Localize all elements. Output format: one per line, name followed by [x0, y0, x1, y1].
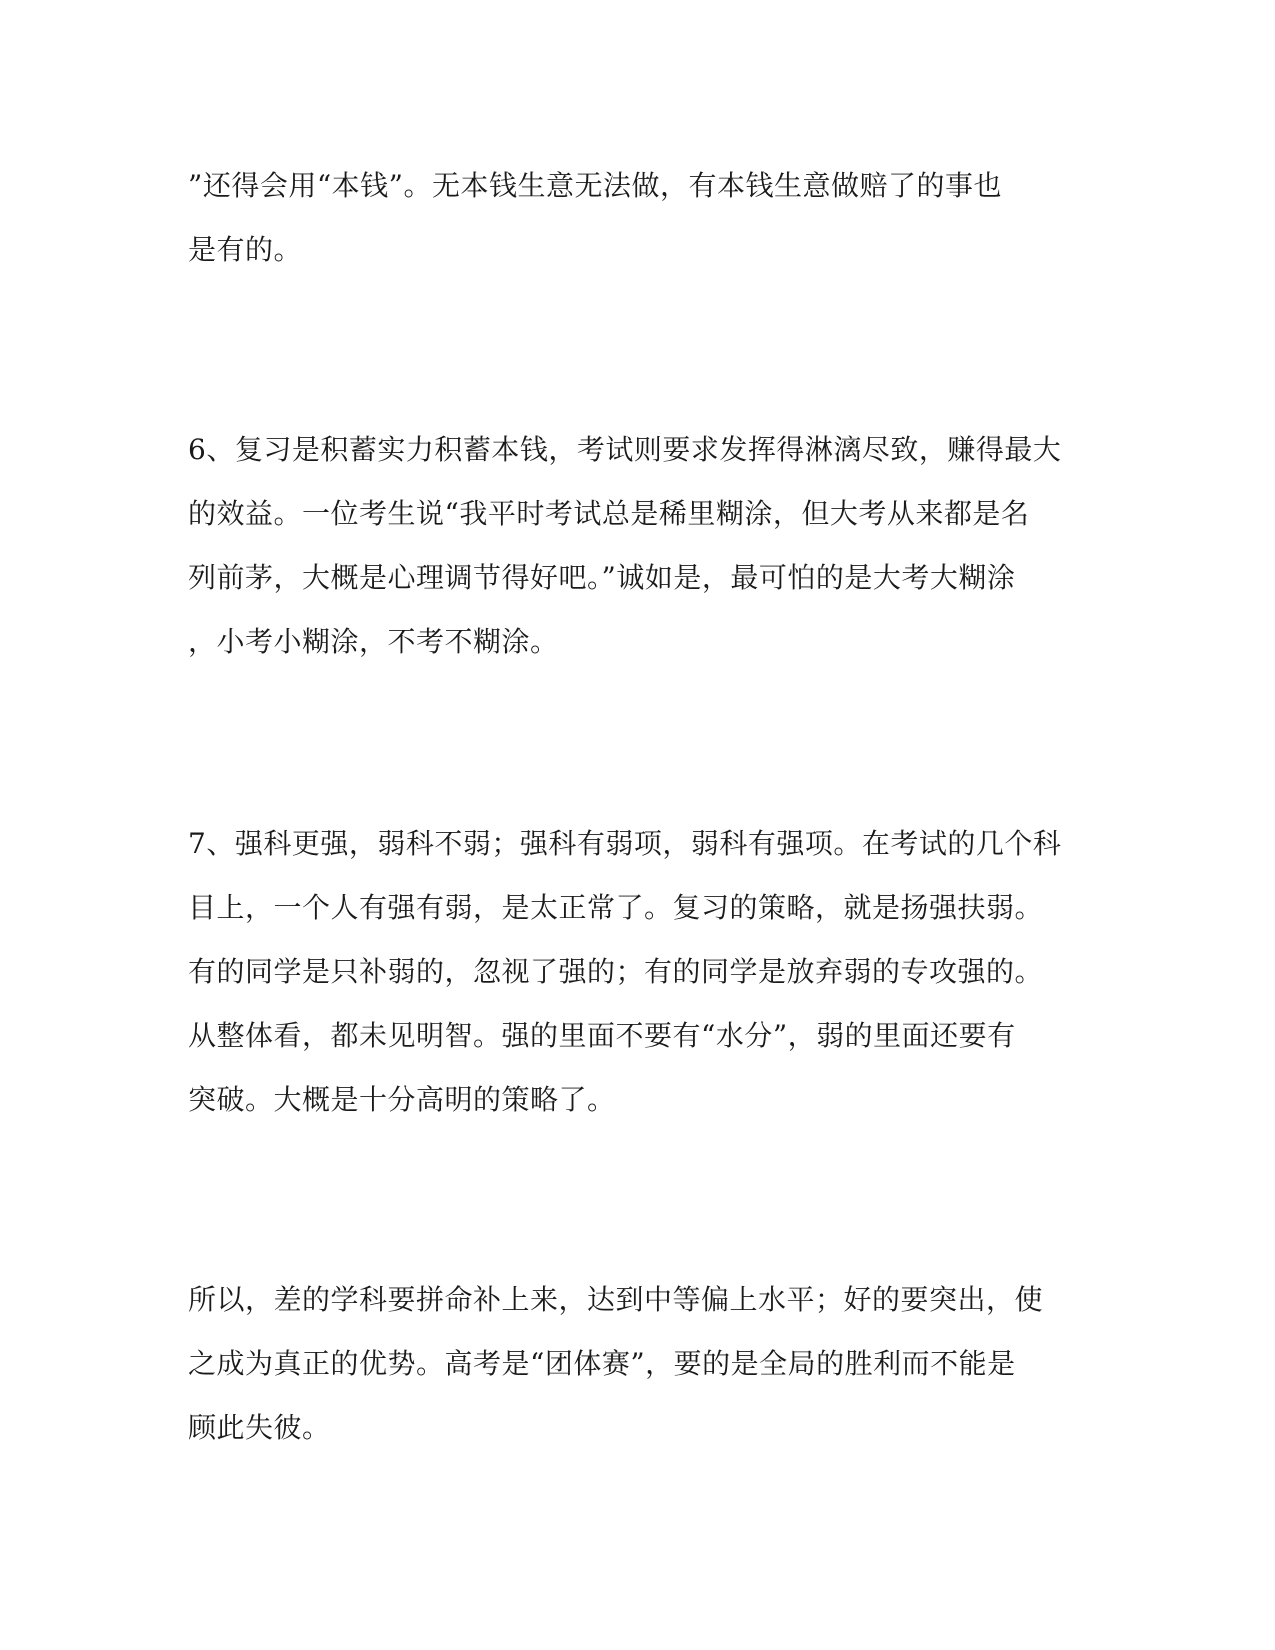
text-line: 是有的。 [188, 233, 303, 266]
paragraph-item-6 [188, 418, 1088, 674]
text-line: 所以，差的学科要拼命补上来，达到中等偏上水平；好的要突出，使 [188, 1283, 1044, 1316]
paragraph-capital-continuation [188, 154, 1088, 282]
text-line: 列前茅，大概是心理调节得好吧。”诚如是，最可怕的是大考大糊涂 [188, 561, 1016, 594]
text-line: 有的同学是只补弱的，忽视了强的；有的同学是放弃弱的专攻强的。 [188, 955, 1044, 988]
text-line: ”还得会用“本钱”。无本钱生意无法做，有本钱生意做赔了的事也 [188, 169, 1002, 202]
text-line: ，小考小糊涂，不考不糊涂。 [188, 625, 559, 658]
text-line: 从整体看，都未见明智。强的里面不要有“水分”，弱的里面还要有 [188, 1019, 1016, 1052]
text-line: 6、复习是积蓄实力积蓄本钱，考试则要求发挥得淋漓尽致，赚得最大 [188, 433, 1062, 466]
text-line: 的效益。一位考生说“我平时考试总是稀里糊涂，但大考从来都是名 [188, 497, 1030, 530]
paragraph-item-7 [188, 812, 1088, 1132]
text-line: 之成为真正的优势。高考是“团体赛”，要的是全局的胜利而不能是 [188, 1347, 1016, 1380]
paragraph-conclusion [188, 1268, 1088, 1460]
text-line: 顾此失彼。 [188, 1411, 331, 1444]
text-line: 突破。大概是十分高明的策略了。 [188, 1083, 616, 1116]
text-line: 7、强科更强，弱科不弱；强科有弱项，弱科有强项。在考试的几个科 [188, 827, 1062, 860]
text-line: 目上，一个人有强有弱，是太正常了。复习的策略，就是扬强扶弱。 [188, 891, 1044, 924]
